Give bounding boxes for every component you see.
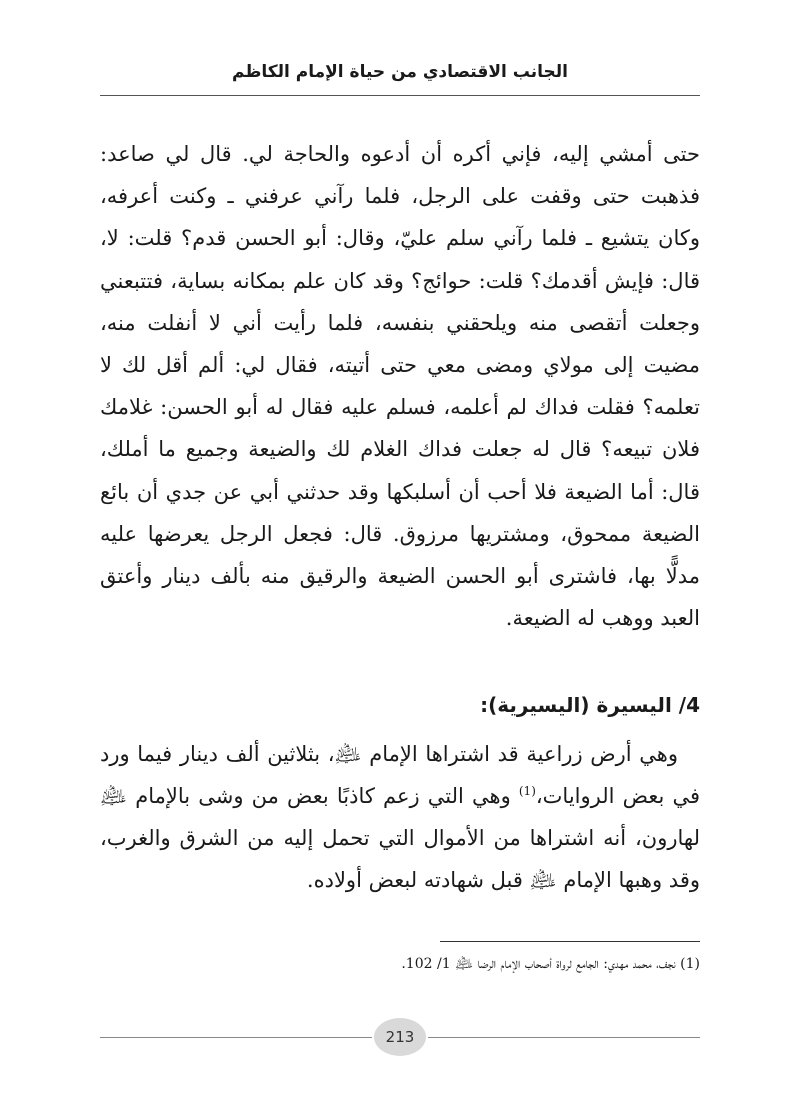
footnote-reference[interactable]: (1) bbox=[518, 784, 536, 798]
section-text-part-1: وهي أرض زراعية قد اشتراها الإمام ﵇، بثلاثين ألف دينار فيما ورد في بعض الروايات، bbox=[100, 742, 700, 808]
footnote-divider bbox=[440, 941, 700, 942]
body-text bbox=[100, 133, 700, 639]
page-number: 213 bbox=[374, 1018, 426, 1056]
footnote: (1) نجف، محمد مهدي: الجامع لرواة أصحاب الإمام الرضا ﵇ 1/ 102. bbox=[401, 956, 700, 972]
section-text bbox=[100, 733, 700, 901]
section-heading: 4/ اليسيرة (اليسيرية): bbox=[480, 693, 700, 717]
footer-line-right bbox=[428, 1037, 700, 1038]
section-paragraph bbox=[100, 733, 700, 901]
section-text-part-2: وهي التي زعم كاذبًا بعض من وشى بالإمام ﵇ لهارون، أنه اشتراها من الأموال التي تحمل إليه من الشرق والغرب، وقد وهبها الإمام ﵇ قبل شهادته لبعض أولاده. bbox=[100, 784, 700, 892]
footer-line-left bbox=[100, 1037, 372, 1038]
header-divider bbox=[100, 95, 700, 96]
body-paragraph: حتى أمشي إليه، فإني أكره أن أدعوه والحاجة لي. قال لي صاعد: فذهبت حتى وقفت على الرجل، فلما رآني عرفني ـ وكنت أعرفه، وكان يتشيع ـ فلما رآني سلم عليّ، وقال: أبو الحسن قدم؟ قلت: لا، قال: فإيش أقدمك؟ قلت: حوائج؟ وقد كان علم بمكانه بساية، فتتبعني وجعلت أتقصى منه ويلحقني بنفسه، فلما رأيت أني لا أنفلت منه، مضيت إلى مولاي ومضى معي حتى أتيته، فقال لي: ألم أقل لك لا تعلمه؟ فقلت فداك لم أعلمه، فسلم عليه فقال له أبو الحسن: غلامك فلان تبيعه؟ قال له جعلت فداك الغلام لك والضيعة وجميع ما أملك، قال: أما الضيعة فلا أحب أن أسلبكها وقد حدثني أبي عن جدي أن بائع الضيعة ممحوق، ومشتريها مرزوق. قال: فجعل الرجل يعرضها عليه مدلًّا بها، فاشترى أبو الحسن الضيعة والرقيق منه بألف دينار وأعتق العبد ووهب له الضيعة. bbox=[100, 142, 700, 631]
running-header-title: الجانب الاقتصادي من حياة الإمام الكاظم bbox=[232, 62, 568, 82]
